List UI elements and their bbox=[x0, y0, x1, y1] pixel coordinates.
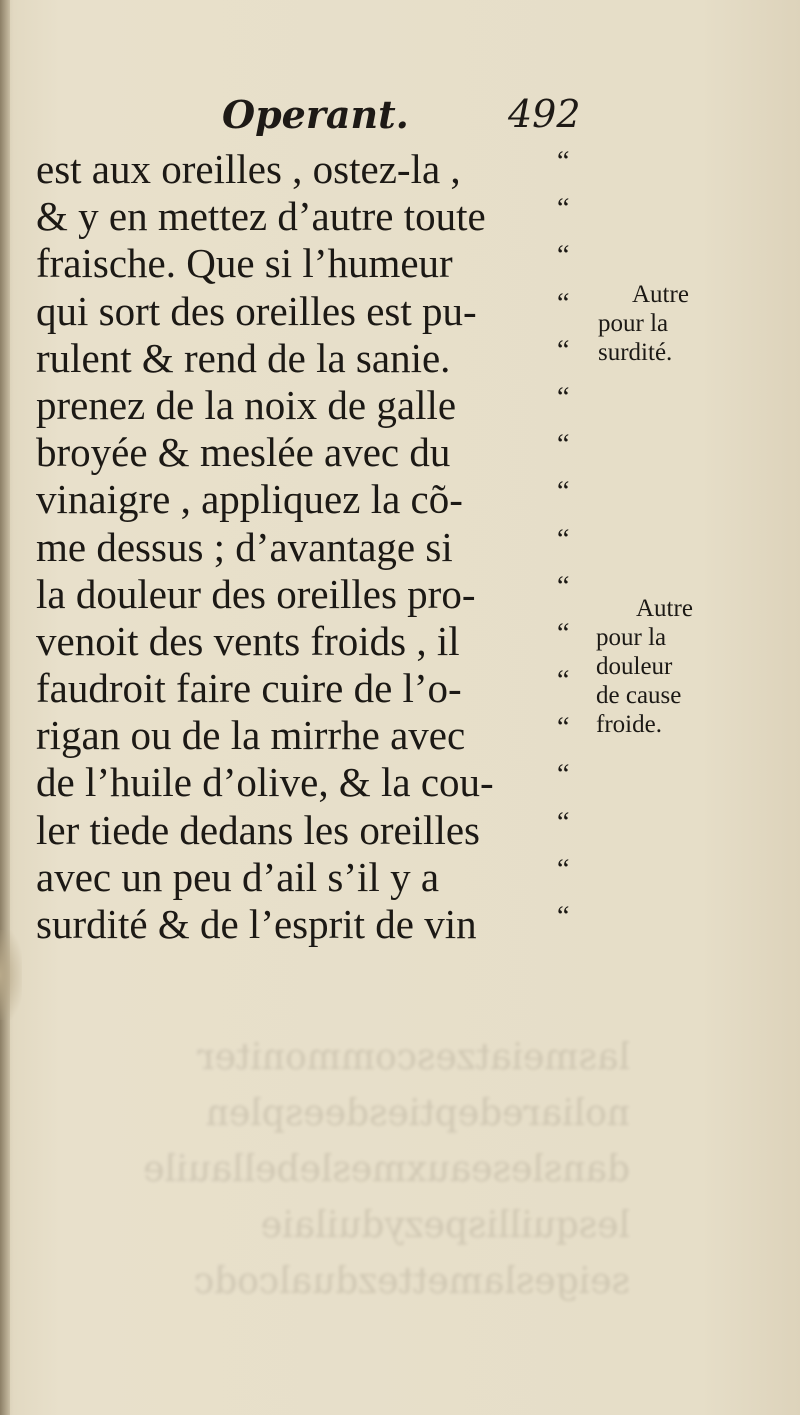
text-line: surdité & de l’esprit de vin “ bbox=[36, 901, 596, 948]
quote-mark: “ bbox=[557, 712, 570, 744]
text-line: rulent & rend de la sanie. “ bbox=[36, 335, 596, 382]
margin-note-line: douleur bbox=[596, 653, 673, 680]
margin-note-line: Autre bbox=[636, 595, 693, 622]
text-line: faudroit faire cuire de l’o- “ bbox=[36, 665, 596, 712]
quote-mark: “ bbox=[557, 381, 570, 413]
page-header bbox=[0, 92, 800, 142]
text-line: & y en mettez d’autre toute “ bbox=[36, 193, 596, 240]
text-line: ler tiede dedans les oreilles “ bbox=[36, 807, 596, 854]
quote-mark: “ bbox=[557, 146, 570, 177]
show-through-text: lasmeiatzescommoniter noliaredeptiesdeesplen dansleseauxmeslebellauile lesquillispezyduilaie seigeslamettezdualcodc bbox=[143, 1037, 630, 1302]
binding-gutter bbox=[0, 0, 10, 1415]
text-line: prenez de la noix de galle “ bbox=[36, 382, 596, 429]
quote-mark: “ bbox=[557, 665, 570, 697]
margin-note-douleur bbox=[596, 594, 693, 739]
running-head: Operant. bbox=[222, 92, 409, 137]
text-line: me dessus ; d’avantage si “ bbox=[36, 524, 596, 571]
quote-mark: “ bbox=[557, 240, 570, 272]
text-line: vinaigre , appliquez la cõ- “ bbox=[36, 476, 596, 523]
quote-mark: “ bbox=[557, 193, 570, 225]
margin-note-line: surdité. bbox=[598, 339, 673, 366]
body-text bbox=[36, 146, 596, 948]
text-line: fraische. Que si l’humeur “ bbox=[36, 240, 596, 287]
text-line: venoit des vents froids , il “ bbox=[36, 618, 596, 665]
quote-mark: “ bbox=[557, 334, 570, 366]
text-line: est aux oreilles , ostez-la , “ bbox=[36, 146, 596, 193]
quote-mark: “ bbox=[557, 287, 570, 319]
margin-note-line: pour la bbox=[596, 624, 667, 651]
quote-mark: “ bbox=[557, 429, 570, 461]
margin-note-line: de cause bbox=[596, 682, 682, 709]
text-line: la douleur des oreilles pro- “ bbox=[36, 571, 596, 618]
quote-mark: “ bbox=[557, 853, 570, 885]
margin-note-line: Autre bbox=[632, 281, 689, 308]
quote-mark: “ bbox=[557, 806, 570, 838]
margin-note-line: froide. bbox=[596, 711, 662, 738]
quote-mark: “ bbox=[557, 617, 570, 649]
paper-stain bbox=[0, 930, 22, 1020]
quote-mark: “ bbox=[557, 901, 570, 932]
margin-note-line: pour la bbox=[598, 310, 669, 337]
margin-note-surdite bbox=[598, 280, 689, 367]
quote-mark: “ bbox=[557, 523, 570, 555]
text-line: qui sort des oreilles est pu- “ bbox=[36, 288, 596, 335]
quote-mark: “ bbox=[557, 759, 570, 791]
text-line: de l’huile d’olive, & la cou- “ bbox=[36, 759, 596, 806]
page-number: 492 bbox=[508, 92, 581, 136]
quote-mark: “ bbox=[557, 570, 570, 602]
quote-mark: “ bbox=[557, 476, 570, 508]
text-line: broyée & meslée avec du “ bbox=[36, 429, 596, 476]
text-line: avec un peu d’ail s’il y a “ bbox=[36, 854, 596, 901]
text-line: rigan ou de la mirrhe avec “ bbox=[36, 712, 596, 759]
